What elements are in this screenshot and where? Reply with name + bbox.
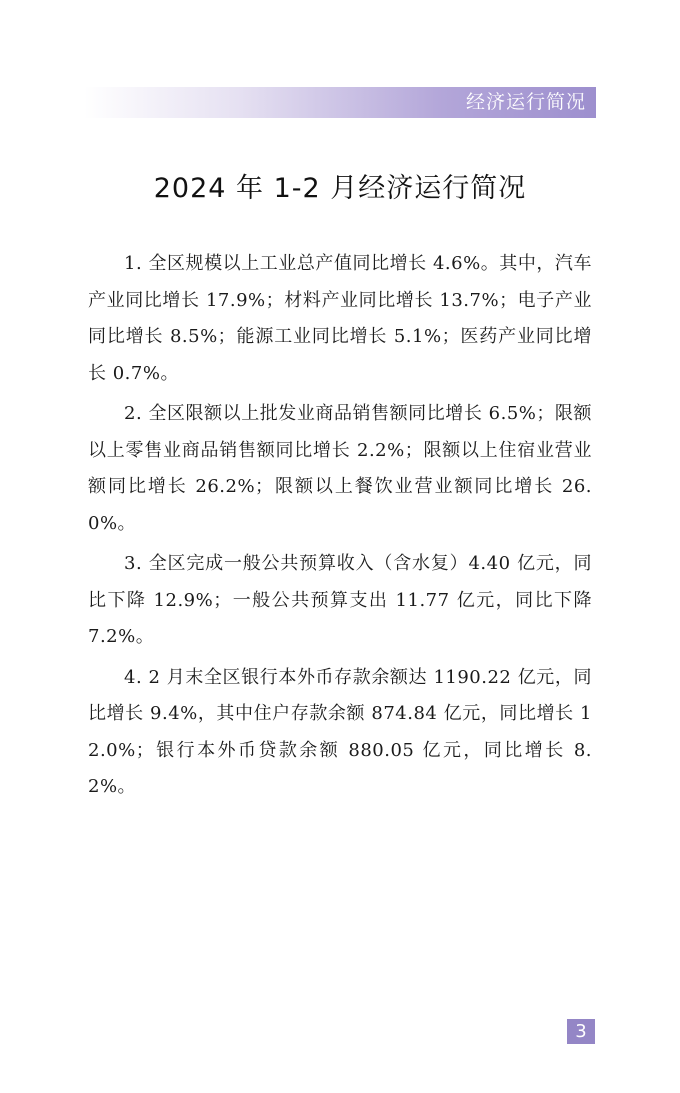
section-header-band — [84, 87, 596, 118]
paragraph-retail: 2. 全区限额以上批发业商品销售额同比增长 6.5%；限额以上零售业商品销售额同比增长 2.2%；限额以上住宿业营业额同比增长 26.2%；限额以上餐饮业营业额同比增长 26.0%。 — [88, 403, 592, 534]
article-body — [88, 246, 592, 810]
paragraph-industry: 1. 全区规模以上工业总产值同比增长 4.6%。其中，汽车产业同比增长 17.9%；材料产业同比增长 13.7%；电子产业同比增长 8.5%；能源工业同比增长 5.1%；医药产业同比增长 0.7%。 — [88, 253, 592, 384]
paragraph-banking: 4. 2 月末全区银行本外币存款余额达 1190.22 亿元，同比增长 9.4%，其中住户存款余额 874.84 亿元，同比增长 12.0%；银行本外币贷款余额 880.05 亿元，同比增长 8.2%。 — [88, 666, 592, 797]
page-title: 2024 年 1-2 月经济运行简况 — [153, 173, 527, 204]
paragraph-budget: 3. 全区完成一般公共预算收入（含水复）4.40 亿元，同比下降 12.9%；一般公共预算支出 11.77 亿元，同比下降 7.2%。 — [88, 553, 592, 647]
section-header-label: 经济运行简况 — [465, 91, 586, 113]
page-number-badge: 3 — [567, 1019, 595, 1044]
